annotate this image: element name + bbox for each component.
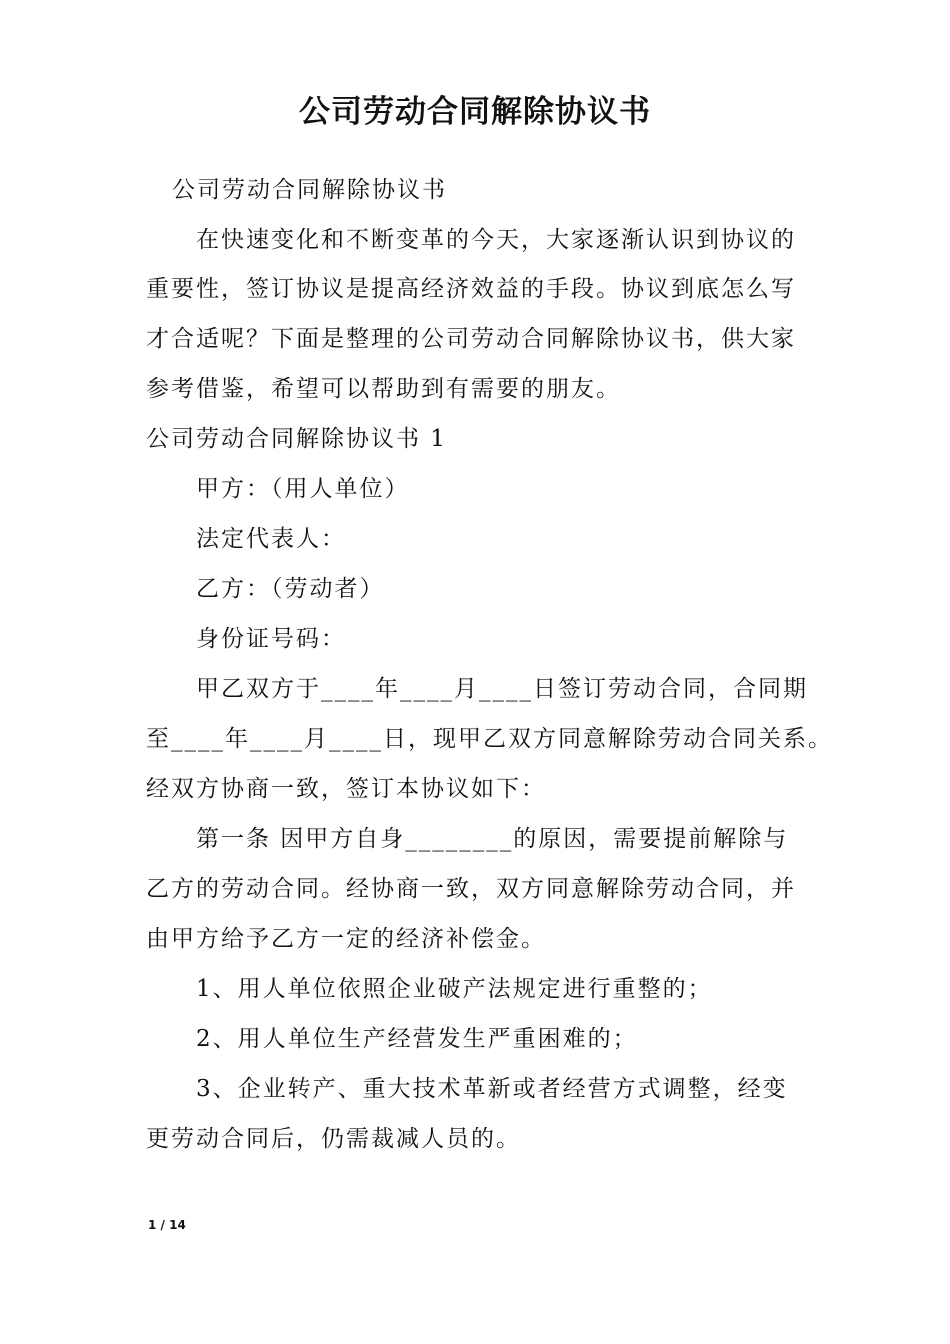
intro-line-4: 参考借鉴，希望可以帮助到有需要的朋友。 <box>146 376 621 402</box>
intro-line-3: 才合适呢？下面是整理的公司劳动合同解除协议书，供大家 <box>146 326 796 352</box>
intro-line-1: 在快速变化和不断变革的今天，大家逐渐认识到协议的 <box>196 227 796 253</box>
contract-line-1: 甲乙双方于____年____月____日签订劳动合同，合同期 <box>196 676 808 702</box>
list-item-3-line-1: 3、企业转产、重大技术革新或者经营方式调整，经变 <box>196 1076 788 1102</box>
contract-line-2: 至____年____月____日，现甲乙双方同意解除劳动合同关系。 <box>146 726 833 752</box>
subtitle-line: 公司劳动合同解除协议书 <box>172 177 447 203</box>
page-indicator: 1 / 14 <box>148 1218 186 1232</box>
legal-rep-line: 法定代表人： <box>196 526 346 552</box>
article-one-line-2: 乙方的劳动合同。经协商一致，双方同意解除劳动合同，并 <box>146 876 796 902</box>
article-one-line-1: 第一条 因甲方自身________的原因，需要提前解除与 <box>196 826 789 852</box>
article-one-line-3: 由甲方给予乙方一定的经济补偿金。 <box>146 926 546 952</box>
party-b-line: 乙方：（劳动者） <box>196 576 385 602</box>
party-a-line: 甲方：（用人单位） <box>196 476 410 502</box>
contract-line-3: 经双方协商一致，签订本协议如下： <box>146 776 546 802</box>
list-item-3-line-2: 更劳动合同后，仍需裁减人员的。 <box>146 1126 521 1152</box>
document-title: 公司劳动合同解除协议书 <box>299 94 651 130</box>
list-item-1: 1、用人单位依照企业破产法规定进行重整的； <box>196 976 713 1002</box>
list-item-2: 2、用人单位生产经营发生严重困难的； <box>196 1026 638 1052</box>
id-number-line: 身份证号码： <box>196 626 346 652</box>
section-heading: 公司劳动合同解除协议书 1 <box>146 426 447 452</box>
intro-line-2: 重要性，签订协议是提高经济效益的手段。协议到底怎么写 <box>146 276 796 302</box>
